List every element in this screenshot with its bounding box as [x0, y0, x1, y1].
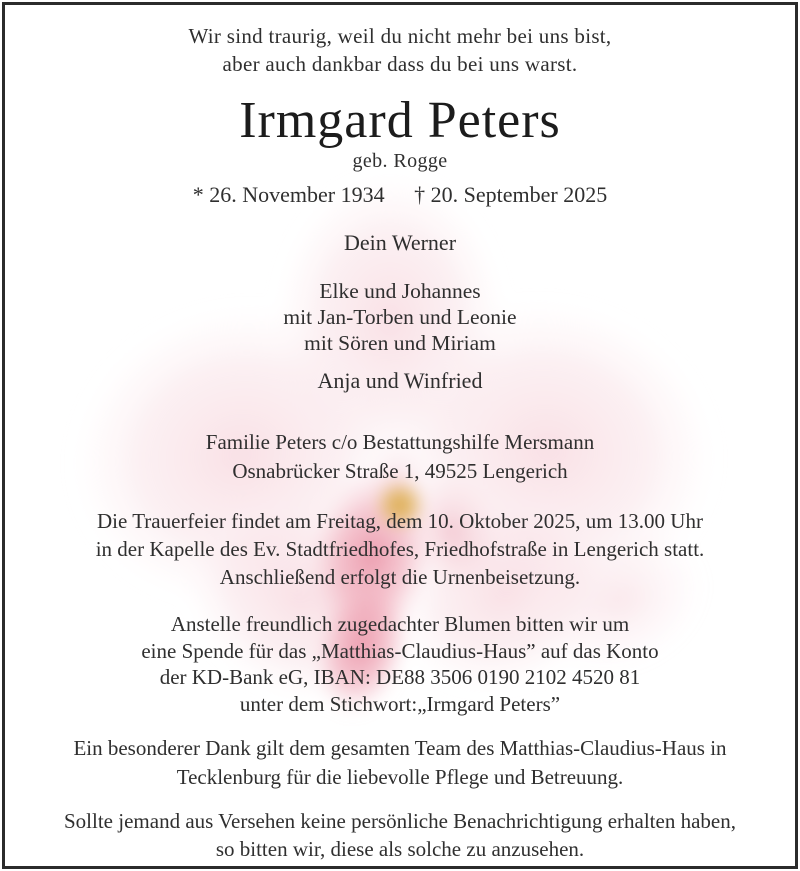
epigraph [0, 22, 800, 78]
donation-line: eine Spende für das „Matthias-Claudius-Haus” auf das Konto [141, 638, 659, 663]
closing-line: Sollte jemand aus Versehen keine persönliche Benachrichtigung erhalten haben, [64, 809, 736, 833]
contact-line: Familie Peters c/o Bestattungshilfe Mersmann [205, 430, 595, 454]
epigraph-line: aber auch dankbar dass du bei uns warst. [222, 52, 578, 76]
death-date: † 20. September 2025 [414, 182, 608, 207]
contact-block [0, 428, 800, 486]
birth-date: * 26. November 1934 [192, 182, 385, 207]
contact-line: Osnabrücker Straße 1, 49525 Lengerich [232, 459, 568, 483]
thanks-line: Tecklenburg für die liebevolle Pflege und Betreuung. [176, 765, 624, 789]
epigraph-line: Wir sind traurig, weil du nicht mehr bei uns bist, [188, 24, 612, 48]
closing-note-block [0, 807, 800, 863]
donation-line: Anstelle freundlich zugedachter Blumen bitten wir um [170, 612, 630, 636]
deceased-name: Irmgard Peters [239, 92, 561, 149]
closing-line: so bitten wir, diese als solche zu anzusehen. [215, 837, 585, 861]
mourner-second: Anja und Winfried [317, 368, 483, 393]
donation-block [0, 611, 800, 717]
notice-content [0, 22, 800, 863]
life-dates [0, 182, 800, 208]
mourner-spouse: Dein Werner [343, 230, 457, 255]
funeral-service-block [0, 507, 800, 591]
service-line: Die Trauerfeier findet am Freitag, dem 10. Oktober 2025, um 13.00 Uhr [97, 509, 703, 533]
mourner-line: mit Sören und Miriam [304, 331, 496, 355]
thanks-block [0, 734, 800, 792]
service-line: Anschließend erfolgt die Urnenbeisetzung. [219, 565, 581, 589]
donation-line: unter dem Stichwort:„Irmgard Peters” [239, 691, 561, 716]
mourner-line: mit Jan-Torben und Leonie [283, 305, 517, 329]
mourner-line: Elke und Johannes [319, 279, 481, 303]
mourner-family-block [0, 278, 800, 356]
thanks-line: Ein besonderer Dank gilt dem gesamten Team des Matthias-Claudius-Haus in [73, 736, 727, 760]
service-line: in der Kapelle des Ev. Stadtfriedhofes, Friedhofstraße in Lengerich statt. [95, 537, 705, 561]
maiden-name: geb. Rogge [352, 150, 448, 172]
donation-line: der KD-Bank eG, IBAN: DE88 3506 0190 2102 4520 81 [159, 665, 641, 689]
